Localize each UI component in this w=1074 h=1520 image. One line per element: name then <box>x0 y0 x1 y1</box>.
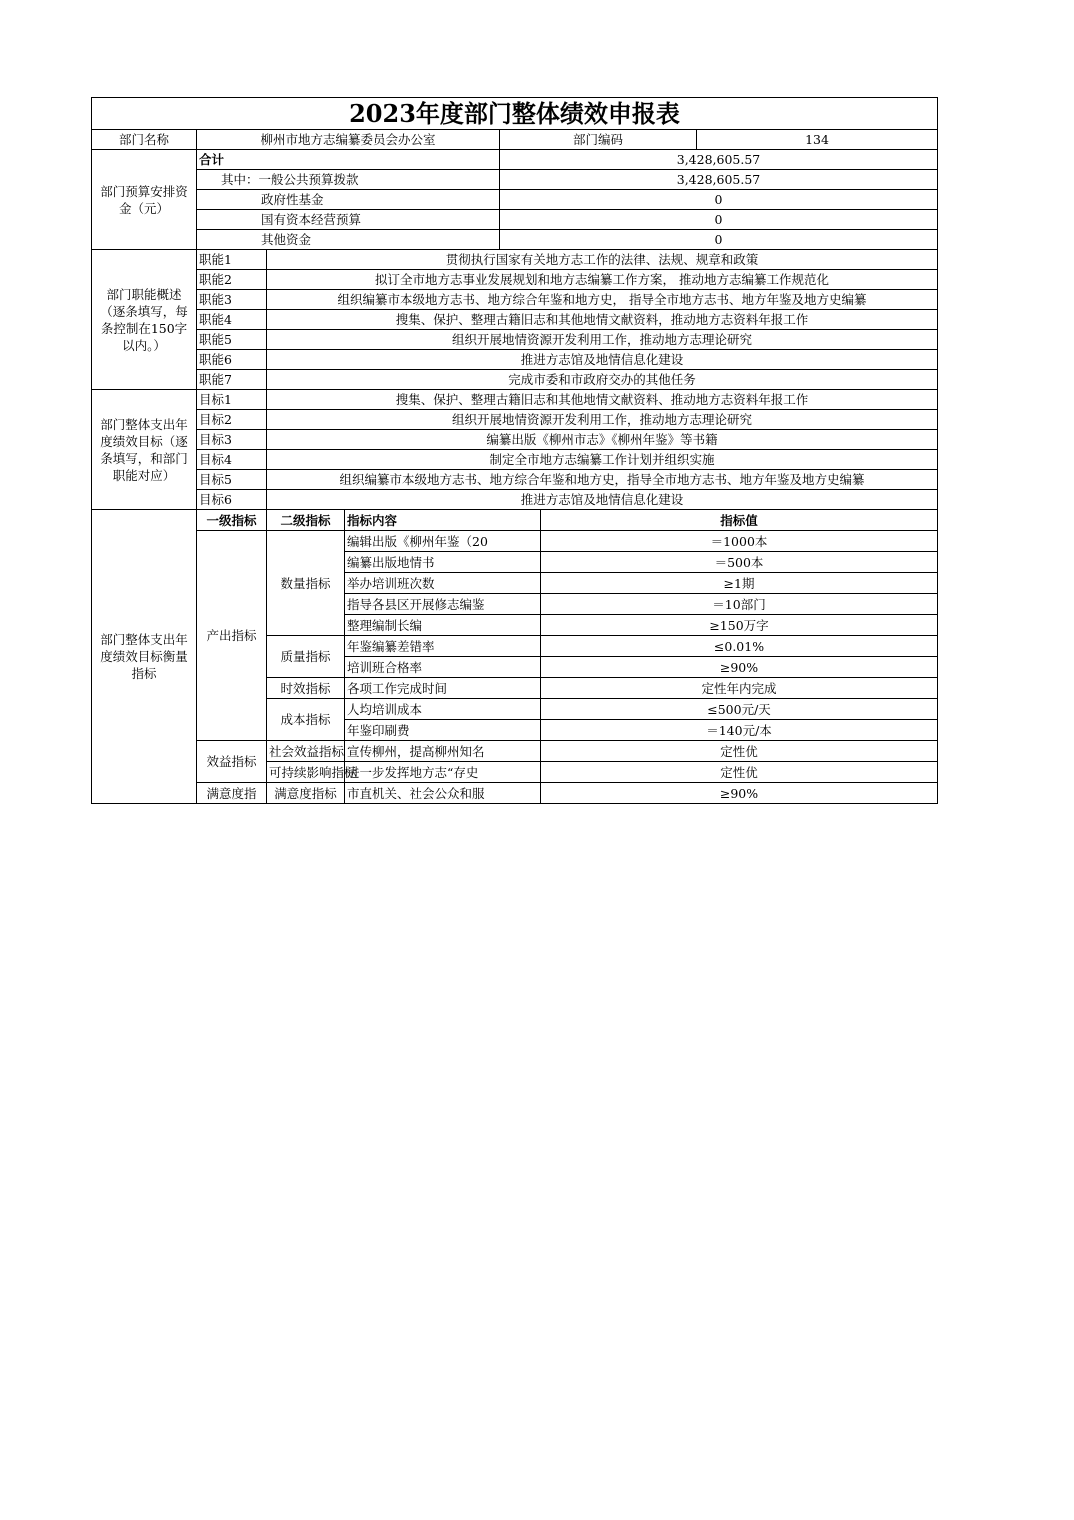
budget-label: 部门预算安排资金（元） <box>92 150 197 250</box>
budget-other-value: 0 <box>500 230 938 250</box>
cost-indicator-label: 成本指标 <box>267 699 345 741</box>
budget-total-label: 合计 <box>197 150 500 170</box>
indicator-value: 定性优 <box>541 762 938 783</box>
function-text: 组织开展地情资源开发利用工作，推动地方志理论研究 <box>267 330 938 350</box>
budget-other-label: 其他资金 <box>197 230 500 250</box>
function-key: 职能3 <box>197 290 267 310</box>
indicator-content: 举办培训班次数 <box>345 573 541 594</box>
indicator-content: 编辑出版《柳州年鉴（20 <box>345 531 541 552</box>
function-key: 职能4 <box>197 310 267 330</box>
budget-fund-label: 政府性基金 <box>197 190 500 210</box>
goal-key: 目标4 <box>197 450 267 470</box>
goal-key: 目标1 <box>197 390 267 410</box>
goal-text: 推进方志馆及地情信息化建设 <box>267 490 938 510</box>
report-title: 2023年度部门整体绩效申报表 <box>92 98 938 130</box>
indicator-value: ＝140元/本 <box>541 720 938 741</box>
performance-report-table <box>91 97 938 804</box>
sustainable-impact-label: 可持续影响指标 <box>267 762 345 783</box>
goal-text: 组织开展地情资源开发利用工作，推动地方志理论研究 <box>267 410 938 430</box>
function-text: 拟订全市地方志事业发展规划和地方志编纂工作方案， 推动地方志编纂工作规范化 <box>267 270 938 290</box>
function-text: 贯彻执行国家有关地方志工作的法律、法规、规章和政策 <box>267 250 938 270</box>
indicator-value: ≥90% <box>541 783 938 804</box>
budget-total-value: 3,428,605.57 <box>500 150 938 170</box>
function-key: 职能2 <box>197 270 267 290</box>
function-text: 推进方志馆及地情信息化建设 <box>267 350 938 370</box>
function-key: 职能6 <box>197 350 267 370</box>
output-indicator-label: 产出指标 <box>197 531 267 741</box>
indicator-value: 定性优 <box>541 741 938 762</box>
header-level2: 二级指标 <box>267 510 345 531</box>
indicator-value: ≤0.01% <box>541 636 938 657</box>
goal-key: 目标5 <box>197 470 267 490</box>
quantity-indicator-label: 数量指标 <box>267 531 345 636</box>
satisfaction-indicator-label: 满意度指 <box>197 783 267 804</box>
social-benefit-label: 社会效益指标 <box>267 741 345 762</box>
performance-report-sheet <box>91 97 937 804</box>
quality-indicator-label: 质量指标 <box>267 636 345 678</box>
goal-key: 目标3 <box>197 430 267 450</box>
indicator-content: 进一步发挥地方志“存史 <box>345 762 541 783</box>
satisfaction-level2-label: 满意度指标 <box>267 783 345 804</box>
budget-general-label: 其中：一般公共预算拨款 <box>197 170 500 190</box>
function-key: 职能1 <box>197 250 267 270</box>
goals-label: 部门整体支出年度绩效目标（逐条填写，和部门职能对应） <box>92 390 197 510</box>
indicator-content: 各项工作完成时间 <box>345 678 541 699</box>
function-text: 完成市委和市政府交办的其他任务 <box>267 370 938 390</box>
indicator-value: 定性年内完成 <box>541 678 938 699</box>
header-level1: 一级指标 <box>197 510 267 531</box>
dept-name-value: 柳州市地方志编纂委员会办公室 <box>197 130 500 150</box>
dept-code-value: 134 <box>697 130 938 150</box>
indicators-label: 部门整体支出年度绩效目标衡量指标 <box>92 510 197 804</box>
goal-text: 制定全市地方志编纂工作计划并组织实施 <box>267 450 938 470</box>
dept-name-label: 部门名称 <box>92 130 197 150</box>
indicator-value: ≥150万字 <box>541 615 938 636</box>
indicator-value: ＝500本 <box>541 552 938 573</box>
timeliness-indicator-label: 时效指标 <box>267 678 345 699</box>
function-key: 职能5 <box>197 330 267 350</box>
header-content: 指标内容 <box>345 510 541 531</box>
indicator-content: 编纂出版地情书 <box>345 552 541 573</box>
function-text: 组织编纂市本级地方志书、地方综合年鉴和地方史， 指导全市地方志书、地方年鉴及地方史编纂 <box>267 290 938 310</box>
functions-label: 部门职能概述（逐条填写，每条控制在150字以内。） <box>92 250 197 390</box>
indicator-content: 年鉴编纂差错率 <box>345 636 541 657</box>
benefit-indicator-label: 效益指标 <box>197 741 267 783</box>
goal-text: 搜集、保护、整理古籍旧志和其他地情文献资料、推动地方志资料年报工作 <box>267 390 938 410</box>
indicator-content: 人均培训成本 <box>345 699 541 720</box>
goal-key: 目标2 <box>197 410 267 430</box>
indicator-content: 指导各县区开展修志编鉴 <box>345 594 541 615</box>
dept-code-label: 部门编码 <box>500 130 697 150</box>
indicator-content: 培训班合格率 <box>345 657 541 678</box>
budget-fund-value: 0 <box>500 190 938 210</box>
goal-text: 编纂出版《柳州市志》《柳州年鉴》等书籍 <box>267 430 938 450</box>
indicator-value: ≥1期 <box>541 573 938 594</box>
goal-text: 组织编纂市本级地方志书、地方综合年鉴和地方史，指导全市地方志书、地方年鉴及地方史编纂 <box>267 470 938 490</box>
function-key: 职能7 <box>197 370 267 390</box>
indicator-content: 年鉴印刷费 <box>345 720 541 741</box>
indicator-value: ≥90% <box>541 657 938 678</box>
budget-state-capital-label: 国有资本经营预算 <box>197 210 500 230</box>
function-text: 搜集、保护、整理古籍旧志和其他地情文献资料，推动地方志资料年报工作 <box>267 310 938 330</box>
goal-key: 目标6 <box>197 490 267 510</box>
indicator-content: 整理编制长编 <box>345 615 541 636</box>
indicator-content: 市直机关、社会公众和服 <box>345 783 541 804</box>
indicator-value: ＝10部门 <box>541 594 938 615</box>
indicator-value: ＝1000本 <box>541 531 938 552</box>
budget-general-value: 3,428,605.57 <box>500 170 938 190</box>
indicator-value: ≤500元/天 <box>541 699 938 720</box>
header-value: 指标值 <box>541 510 938 531</box>
budget-state-capital-value: 0 <box>500 210 938 230</box>
indicator-content: 宣传柳州，提高柳州知名 <box>345 741 541 762</box>
